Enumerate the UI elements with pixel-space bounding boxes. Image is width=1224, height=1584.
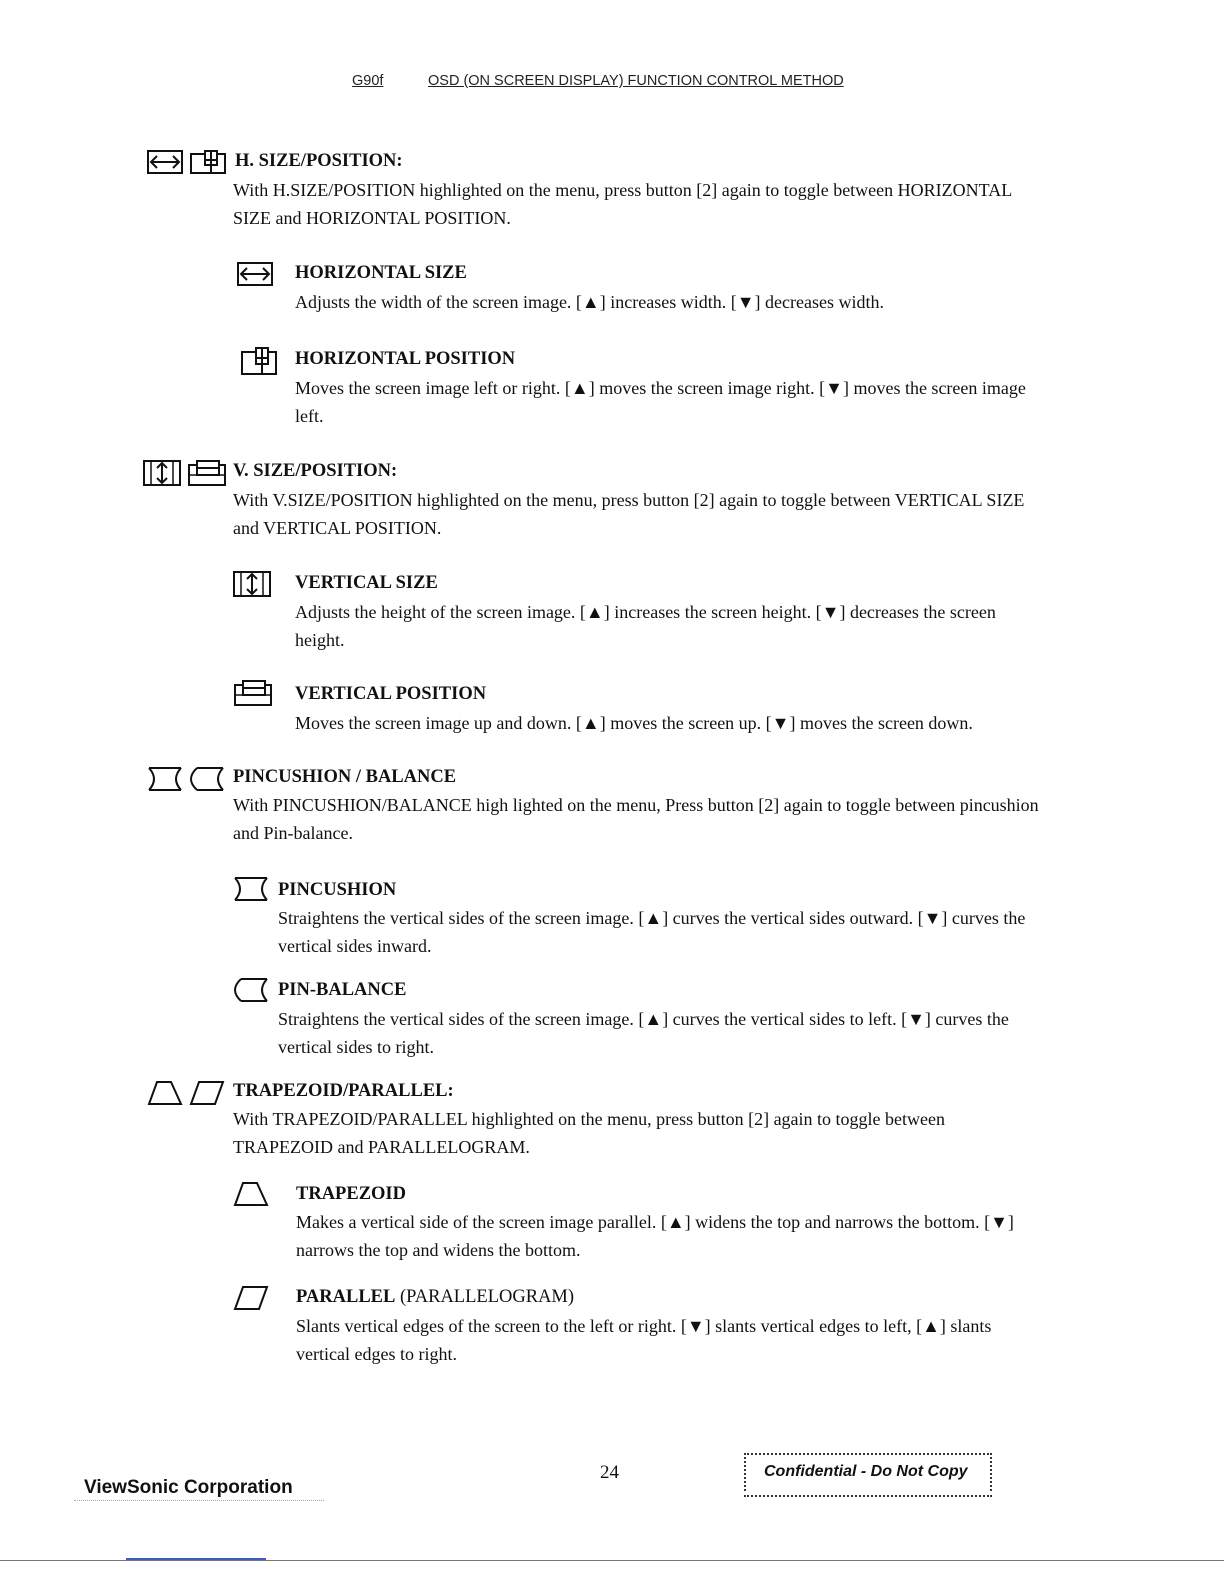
- document-title: OSD (ON SCREEN DISPLAY) FUNCTION CONTROL METHOD: [428, 73, 844, 89]
- hsize-sub2-text-1: Moves the screen image left or right. [▲] moves the screen image right. [▼] moves the screen image: [295, 378, 1026, 398]
- company-name: ViewSonic Corporation: [84, 1477, 293, 1498]
- page-number: 24: [600, 1462, 619, 1483]
- hsize-sub1-text-1: Adjusts the width of the screen image. [▲] increases width. [▼] decreases width.: [295, 292, 884, 312]
- parallelogram-icon: [189, 1080, 225, 1106]
- trapezoid-sub1-text-1: Makes a vertical side of the screen image parallel. [▲] widens the top and narrows the bottom. [▼]: [296, 1212, 1014, 1232]
- hsize-text-2: SIZE and HORIZONTAL POSITION.: [233, 208, 511, 228]
- trapezoid-sub2-text-1: Slants vertical edges of the screen to the left or right. [▼] slants vertical edges to left, [▲] slants: [296, 1316, 992, 1336]
- vertical-position-icon: [187, 459, 227, 487]
- trapezoid-sub2-heading-bold: PARALLEL: [296, 1287, 396, 1307]
- pin-balance-icon: [189, 766, 225, 792]
- trapezoid-icon: [233, 1181, 269, 1207]
- pincushion-text-1: With PINCUSHION/BALANCE high lighted on the menu, Press button [2] again to toggle between pincushion: [233, 795, 1039, 815]
- trapezoid-sub1-heading: TRAPEZOID: [296, 1184, 406, 1204]
- pin-balance-icon: [233, 977, 269, 1003]
- pincushion-text-2: and Pin-balance.: [233, 823, 353, 843]
- trapezoid-sub2-heading-suffix: (PARALLELOGRAM): [395, 1287, 575, 1307]
- pincushion-sub2-text-1: Straightens the vertical sides of the screen image. [▲] curves the vertical sides to left. [▼] curves the: [278, 1009, 1009, 1029]
- parallelogram-icon: [233, 1285, 269, 1311]
- pincushion-sub1-icon: [233, 876, 269, 902]
- vertical-size-icon: [143, 459, 181, 487]
- hsize-heading: H. SIZE/POSITION:: [235, 151, 403, 171]
- confidential-box-left-edge: [744, 1457, 746, 1491]
- vsize-sub1-icon: [233, 570, 271, 598]
- vsize-sub2-text-1: Moves the screen image up and down. [▲] moves the screen up. [▼] moves the screen down.: [295, 713, 973, 733]
- pincushion-icons: [147, 766, 225, 792]
- trapezoid-sub2-icon: [233, 1285, 269, 1311]
- model-name: G90f: [352, 73, 384, 89]
- confidential-box-right-edge: [990, 1457, 992, 1491]
- horizontal-size-icon: [147, 150, 183, 174]
- pincushion-sub2-icon: [233, 977, 269, 1003]
- vertical-size-icon: [233, 570, 271, 598]
- trapezoid-icons: [147, 1080, 225, 1106]
- hsize-text-1: With H.SIZE/POSITION highlighted on the menu, press button [2] again to toggle between HORIZONTAL: [233, 180, 1013, 200]
- vsize-text-1: With V.SIZE/POSITION highlighted on the menu, press button [2] again to toggle between VERTICAL SIZE: [233, 490, 1025, 510]
- pincushion-sub1-text-1: Straightens the vertical sides of the screen image. [▲] curves the vertical sides outward. [▼] curves the: [278, 908, 1026, 928]
- vsize-sub1-text-2: height.: [295, 630, 345, 650]
- hsize-sub1-heading: HORIZONTAL SIZE: [295, 263, 467, 283]
- bottom-accent-line: [126, 1558, 266, 1560]
- pincushion-icon: [233, 876, 269, 902]
- hsize-sub2-heading: HORIZONTAL POSITION: [295, 349, 516, 369]
- pincushion-sub2-text-2: vertical sides to right.: [278, 1037, 434, 1057]
- pincushion-heading: PINCUSHION / BALANCE: [233, 767, 457, 787]
- company-underline: [74, 1500, 324, 1501]
- hsize-sub2-icon: [240, 347, 278, 375]
- vertical-position-icon: [233, 679, 273, 707]
- hsize-icons: [147, 150, 227, 174]
- hsize-sub2-text-2: left.: [295, 406, 324, 426]
- vsize-sub2-heading: VERTICAL POSITION: [295, 684, 487, 704]
- hsize-sub1-icon: [237, 262, 273, 286]
- bottom-rule: [0, 1560, 1224, 1561]
- horizontal-position-icon: [189, 150, 227, 174]
- vsize-text-2: and VERTICAL POSITION.: [233, 518, 442, 538]
- trapezoid-sub2-heading: [296, 1287, 574, 1308]
- confidential-notice: Confidential - Do Not Copy: [764, 1463, 968, 1480]
- vsize-heading: V. SIZE/POSITION:: [233, 461, 398, 481]
- trapezoid-icon: [147, 1080, 183, 1106]
- vsize-sub1-text-1: Adjusts the height of the screen image. [▲] increases the screen height. [▼] decreases the screen: [295, 602, 996, 622]
- trapezoid-sub1-icon: [233, 1181, 269, 1207]
- vsize-icons: [143, 459, 227, 487]
- trapezoid-sub2-text-2: vertical edges to right.: [296, 1344, 457, 1364]
- horizontal-position-icon: [240, 347, 278, 375]
- vsize-sub2-icon: [233, 679, 273, 707]
- pincushion-sub1-heading: PINCUSHION: [278, 880, 397, 900]
- trapezoid-sub1-text-2: narrows the top and widens the bottom.: [296, 1240, 581, 1260]
- vsize-sub1-heading: VERTICAL SIZE: [295, 573, 438, 593]
- trapezoid-text-1: With TRAPEZOID/PARALLEL highlighted on the menu, press button [2] again to toggle between: [233, 1109, 946, 1129]
- pincushion-icon: [147, 766, 183, 792]
- horizontal-size-icon: [237, 262, 273, 286]
- pincushion-sub1-text-2: vertical sides inward.: [278, 936, 432, 956]
- pincushion-sub2-heading: PIN-BALANCE: [278, 980, 407, 1000]
- trapezoid-text-2: TRAPEZOID and PARALLELOGRAM.: [233, 1137, 530, 1157]
- trapezoid-heading: TRAPEZOID/PARALLEL:: [233, 1081, 454, 1101]
